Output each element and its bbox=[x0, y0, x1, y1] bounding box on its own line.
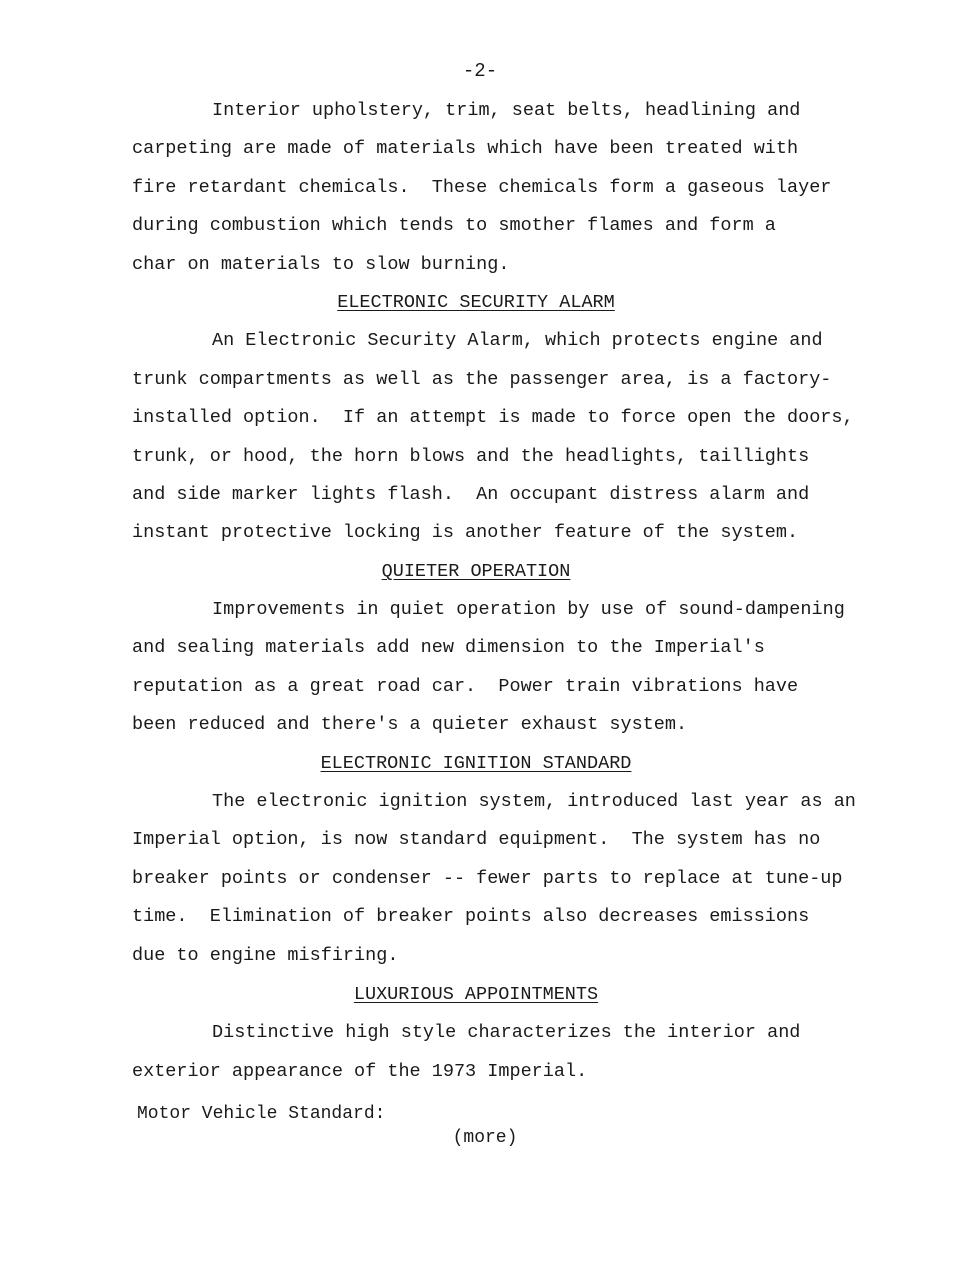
paragraph-security-alarm bbox=[132, 322, 892, 552]
paragraph-upholstery bbox=[132, 92, 892, 284]
text-line: and side marker lights flash. An occupant distress alarm and bbox=[132, 483, 810, 505]
paragraph-luxurious-appointments bbox=[132, 1014, 892, 1091]
text-line: during combustion which tends to smother flames and form a bbox=[132, 215, 776, 237]
text-line: reputation as a great road car. Power train vibrations have bbox=[132, 675, 799, 697]
heading-luxurious-appointments bbox=[132, 976, 820, 1014]
text-line: breaker points or condenser -- fewer parts to replace at tune-up bbox=[132, 867, 843, 889]
text-line: The electronic ignition system, introduced last year as an bbox=[212, 791, 856, 813]
text-line: been reduced and there's a quieter exhaust system. bbox=[132, 714, 688, 736]
heading-text: LUXURIOUS APPOINTMENTS bbox=[353, 983, 599, 1005]
text-line: Improvements in quiet operation by use of sound-dampening bbox=[212, 599, 845, 621]
heading-text: ELECTRONIC SECURITY ALARM bbox=[337, 291, 615, 313]
text-line: Imperial option, is now standard equipment. The system has no bbox=[132, 829, 821, 851]
footer-note: Motor Vehicle Standard: bbox=[137, 1104, 386, 1124]
more-indicator: (more) bbox=[452, 1128, 518, 1148]
page-number: -2- bbox=[462, 60, 498, 82]
heading-text: ELECTRONIC IGNITION STANDARD bbox=[320, 752, 632, 774]
text-line: and sealing materials add new dimension to the Imperial's bbox=[132, 637, 765, 659]
text-line: exterior appearance of the 1973 Imperial. bbox=[132, 1060, 588, 1082]
text-line: char on materials to slow burning. bbox=[132, 253, 510, 275]
text-line: Interior upholstery, trim, seat belts, headlining and bbox=[212, 100, 801, 121]
text-line: carpeting are made of materials which have been treated with bbox=[132, 138, 799, 160]
heading-quieter-operation bbox=[132, 553, 820, 591]
paragraph-quieter-operation bbox=[132, 591, 892, 745]
text-line: Distinctive high style characterizes the interior and bbox=[212, 1022, 801, 1044]
text-line: due to engine misfiring. bbox=[132, 944, 399, 966]
text-line: fire retardant chemicals. These chemicals form a gaseous layer bbox=[132, 176, 832, 198]
heading-text: QUIETER OPERATION bbox=[381, 560, 571, 582]
text-line: trunk compartments as well as the passenger area, is a factory- bbox=[132, 368, 832, 390]
text-line: instant protective locking is another feature of the system. bbox=[132, 522, 799, 544]
text-line: time. Elimination of breaker points also decreases emissions bbox=[132, 906, 810, 928]
text-line: trunk, or hood, the horn blows and the headlights, taillights bbox=[132, 445, 810, 467]
paragraph-electronic-ignition bbox=[132, 783, 892, 975]
heading-security-alarm bbox=[132, 284, 820, 322]
heading-electronic-ignition bbox=[132, 745, 820, 783]
text-line: An Electronic Security Alarm, which protects engine and bbox=[212, 330, 823, 352]
body-text bbox=[132, 92, 892, 1091]
text-line: installed option. If an attempt is made to force open the doors, bbox=[132, 407, 854, 429]
